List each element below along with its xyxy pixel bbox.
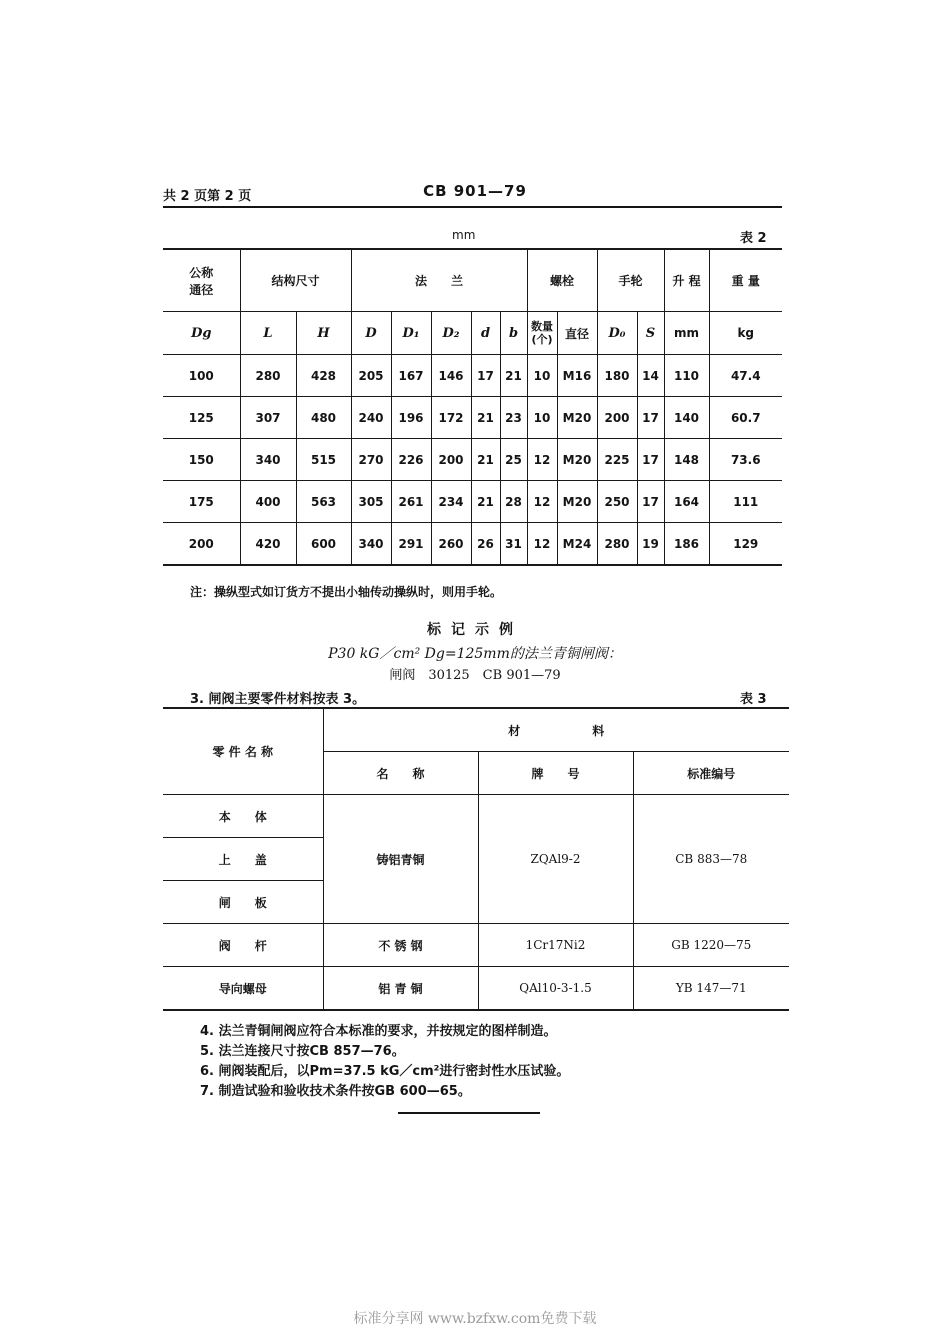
table-cell: 73.6	[709, 439, 782, 481]
header-material: 材 料	[323, 708, 789, 752]
material-standard: CB 883—78	[633, 795, 789, 924]
header-nominal: 公称 通径	[163, 249, 240, 312]
table-cell: 17	[637, 397, 664, 439]
page-info: 共 2 页第 2 页	[163, 189, 252, 204]
table-cell: 12	[527, 481, 557, 523]
table-cell: 12	[527, 439, 557, 481]
part-row: 本 体	[163, 795, 323, 838]
table-cell: 196	[391, 397, 431, 439]
table-cell: 146	[431, 355, 471, 397]
table-cell: 400	[240, 481, 296, 523]
table-cell: M20	[557, 397, 597, 439]
table-cell: 21	[500, 355, 527, 397]
table-cell: 280	[240, 355, 296, 397]
table-cell: 17	[471, 355, 500, 397]
table-cell: M24	[557, 523, 597, 566]
part-row: 导向螺母	[163, 967, 323, 1011]
table-cell: 148	[664, 439, 709, 481]
table-cell: 25	[500, 439, 527, 481]
table-cell: 129	[709, 523, 782, 566]
table-row	[163, 355, 782, 397]
subheader: D₂	[431, 312, 471, 355]
table2-unit: mm	[452, 228, 476, 242]
subheader: L	[240, 312, 296, 355]
header-lift: 升 程	[664, 249, 709, 312]
subheader: mm	[664, 312, 709, 355]
table-cell: 21	[471, 481, 500, 523]
header-flange: 法 兰	[351, 249, 527, 312]
table-cell: 150	[163, 439, 240, 481]
table-cell: 110	[664, 355, 709, 397]
table-cell: 12	[527, 523, 557, 566]
material-grade: ZQAl9-2	[478, 795, 633, 924]
table-cell: 226	[391, 439, 431, 481]
table-row	[163, 523, 782, 566]
table-cell: 100	[163, 355, 240, 397]
subheader: D₁	[391, 312, 431, 355]
table-cell: 28	[500, 481, 527, 523]
table-cell: 205	[351, 355, 391, 397]
material-standard: GB 1220—75	[633, 924, 789, 967]
footer-watermark: 标准分享网 www.bzfxw.com免费下载	[353, 1311, 597, 1327]
table-cell: 200	[597, 397, 637, 439]
subheader: S	[637, 312, 664, 355]
table-cell: 307	[240, 397, 296, 439]
table-cell: 340	[240, 439, 296, 481]
clause-item: 7. 制造试验和验收技术条件按GB 600—65。	[200, 1084, 471, 1099]
marking-line1: P30 kG／cm² Dg=125mm的法兰青铜闸阀：	[328, 646, 622, 662]
table-cell: 125	[163, 397, 240, 439]
table-cell: 17	[637, 481, 664, 523]
table-cell: 31	[500, 523, 527, 566]
table-cell: 480	[296, 397, 351, 439]
table-cell: 428	[296, 355, 351, 397]
part-row: 闸 板	[163, 881, 323, 924]
table-cell: 600	[296, 523, 351, 566]
table3-label: 表 3	[740, 692, 767, 707]
material-standard: YB 147—71	[633, 967, 789, 1011]
marking-line2: 闸阀 30125 CB 901—79	[389, 668, 561, 683]
table-cell: 10	[527, 355, 557, 397]
subheader: b	[500, 312, 527, 355]
end-rule	[398, 1112, 540, 1114]
table-row	[163, 481, 782, 523]
clause-item: 5. 法兰连接尺寸按CB 857—76。	[200, 1044, 405, 1059]
table-cell: 270	[351, 439, 391, 481]
part-row: 上 盖	[163, 838, 323, 881]
header-material-name: 名 称	[323, 752, 478, 795]
table-cell: 164	[664, 481, 709, 523]
material-name: 不 锈 钢	[323, 924, 478, 967]
subheader: Dg	[163, 312, 240, 355]
subheader: H	[296, 312, 351, 355]
table-cell: 167	[391, 355, 431, 397]
table-row	[163, 397, 782, 439]
table-cell: 140	[664, 397, 709, 439]
clauses-list	[200, 1022, 569, 1102]
table-cell: 305	[351, 481, 391, 523]
table-cell: 10	[527, 397, 557, 439]
material-name: 铸铝青铜	[323, 795, 478, 924]
table-cell: 17	[637, 439, 664, 481]
table-cell: 240	[351, 397, 391, 439]
subheader: D	[351, 312, 391, 355]
table-cell: 47.4	[709, 355, 782, 397]
material-name: 铝 青 铜	[323, 967, 478, 1011]
table-cell: 26	[471, 523, 500, 566]
table-cell: 563	[296, 481, 351, 523]
subheader: kg	[709, 312, 782, 355]
clause-item: 4. 法兰青铜闸阀应符合本标准的要求，并按规定的图样制造。	[200, 1024, 557, 1039]
table-cell: 291	[391, 523, 431, 566]
table-note: 注：操纵型式如订货方不提出小轴传动操纵时，则用手轮。	[190, 585, 503, 599]
subheader: 数量 (个)	[527, 312, 557, 355]
table2-label: 表 2	[740, 231, 767, 246]
table-cell: 340	[351, 523, 391, 566]
table-cell: 111	[709, 481, 782, 523]
table-cell: 250	[597, 481, 637, 523]
table-cell: 21	[471, 397, 500, 439]
table-cell: M20	[557, 481, 597, 523]
table-cell: 420	[240, 523, 296, 566]
dimension-table	[163, 248, 782, 566]
header-standard: 标准编号	[633, 752, 789, 795]
table-cell: 515	[296, 439, 351, 481]
section3-text: 3. 闸阀主要零件材料按表 3。	[190, 692, 366, 707]
header-part-name: 零 件 名 称	[163, 708, 323, 795]
table-cell: 23	[500, 397, 527, 439]
table-cell: 175	[163, 481, 240, 523]
table-cell: 180	[597, 355, 637, 397]
header-grade: 牌 号	[478, 752, 633, 795]
header-bolt: 螺栓	[527, 249, 597, 312]
part-row: 阀 杆	[163, 924, 323, 967]
table-row	[163, 439, 782, 481]
table-cell: 200	[431, 439, 471, 481]
table-cell: M20	[557, 439, 597, 481]
header-weight: 重 量	[709, 249, 782, 312]
header-rule	[163, 206, 782, 208]
table-cell: 234	[431, 481, 471, 523]
clause-item: 6. 闸阀装配后，以Pm=37.5 kG／cm²进行密封性水压试验。	[200, 1064, 570, 1079]
standard-code: CB 901—79	[423, 182, 527, 200]
table-cell: 280	[597, 523, 637, 566]
table-cell: 225	[597, 439, 637, 481]
material-grade: QAl10-3-1.5	[478, 967, 633, 1011]
subheader: D₀	[597, 312, 637, 355]
table-cell: 186	[664, 523, 709, 566]
table-cell: 19	[637, 523, 664, 566]
table-cell: 21	[471, 439, 500, 481]
material-grade: 1Cr17Ni2	[478, 924, 633, 967]
table-cell: 60.7	[709, 397, 782, 439]
header-handwheel: 手轮	[597, 249, 664, 312]
table-cell: M16	[557, 355, 597, 397]
subheader: 直径	[557, 312, 597, 355]
marking-title: 标记示例	[427, 622, 523, 638]
table-cell: 200	[163, 523, 240, 566]
table-cell: 260	[431, 523, 471, 566]
subheader: d	[471, 312, 500, 355]
material-table	[163, 707, 789, 1011]
table-cell: 261	[391, 481, 431, 523]
header-structure: 结构尺寸	[240, 249, 351, 312]
table-cell: 14	[637, 355, 664, 397]
table-cell: 172	[431, 397, 471, 439]
